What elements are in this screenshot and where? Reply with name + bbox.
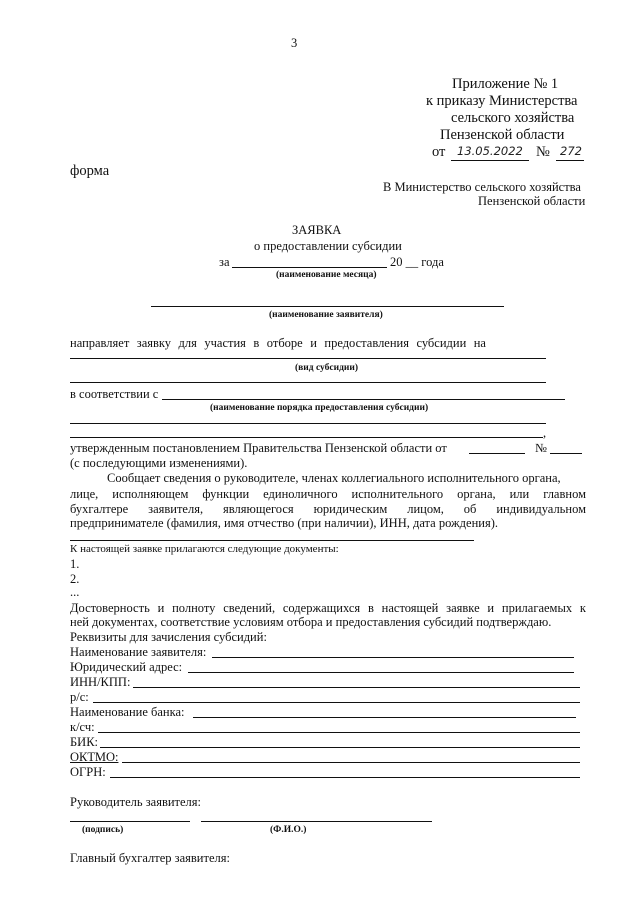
info-line-4: предпринимателе (фамилия, имя отчество (при наличии), ИНН, дата рождения). [70, 516, 498, 530]
period-month-line [232, 267, 387, 268]
procedure-line [162, 399, 565, 400]
applicant-line [151, 306, 504, 307]
field-corr-account-line [98, 732, 580, 733]
name-hint: (Ф.И.О.) [270, 825, 307, 835]
field-oktmo-line [122, 762, 580, 763]
subsidy-type-line-2 [70, 382, 546, 383]
field-bank-name-line [193, 717, 576, 718]
field-legal-address-label: Юридический адрес: [70, 660, 183, 674]
procedure-line-2 [70, 423, 546, 424]
head-signature-line [70, 821, 190, 822]
info-line-1: Сообщает сведения о руководителе, членах коллегиального исполнительного органа, [107, 471, 561, 485]
appendix-line-2: к приказу Министерства [426, 93, 578, 109]
page-number: 3 [291, 36, 298, 50]
title-main: ЗАЯВКА [292, 223, 342, 237]
field-account-line [93, 702, 580, 703]
field-ogrn-label: ОГРН: [70, 765, 106, 779]
accountant-label: Главный бухгалтер заявителя: [70, 851, 230, 865]
procedure-comma: , [543, 426, 547, 440]
appendix-line-3: сельского хозяйства [451, 110, 575, 126]
field-bik-line [100, 747, 580, 748]
subsidy-type-line [70, 358, 546, 359]
appendix-number-value: 272 [560, 144, 582, 158]
attachment-item-more: ... [70, 585, 80, 599]
info-line-3: бухгалтере заявителя, являющегося юридическим лицом, об индивидуальном [70, 502, 586, 516]
field-ogrn-line [110, 777, 580, 778]
title-sub: о предоставлении субсидии [254, 239, 402, 253]
attachment-item-1: 1. [70, 557, 80, 571]
info-line [70, 540, 474, 541]
approved-changes: (с последующими изменениями). [70, 456, 248, 470]
appendix-line-1: Приложение № 1 [452, 76, 559, 92]
approved-number-line [550, 453, 582, 454]
head-name-line [201, 821, 432, 822]
approved-date-line [469, 453, 525, 454]
appendix-date-value: 13.05.2022 [457, 144, 523, 158]
form-label: форма [70, 163, 110, 179]
attachment-item-2: 2. [70, 572, 80, 586]
confirmation-line-2: ней документах, соответствие условиям отбора и предоставления субсидий подтверждаю. [70, 615, 552, 629]
appendix-date-prefix: от [432, 144, 446, 160]
field-account-label: р/с: [70, 690, 89, 704]
period-hint: (наименование месяца) [276, 270, 377, 280]
appendix-number-line [556, 160, 584, 161]
field-inn-kpp-line [133, 687, 580, 688]
approved-text: утвержденным постановлением Правительства Пензенской области от [70, 441, 447, 455]
appendix-line-4: Пензенской области [440, 127, 565, 143]
field-applicant-name-label: Наименование заявителя: [70, 645, 207, 659]
appendix-date-line [451, 160, 529, 161]
attachments-heading: К настоящей заявке прилагаются следующие документы: [70, 543, 339, 555]
addressee-line-1: В Министерство сельского хозяйства [383, 180, 581, 194]
procedure-line-3 [70, 437, 543, 438]
sends-text: направляет заявку для участия в отборе и предоставления субсидии на [70, 336, 486, 350]
info-line-2: лице, исполняющем функции единоличного исполнительного органа, или главном [70, 487, 586, 501]
approved-number-sign: № [535, 441, 547, 455]
confirmation-line-1: Достоверность и полноту сведений, содержащихся в настоящей заявке и прилагаемых к [70, 601, 586, 615]
accordance-prefix: в соответствии с [70, 387, 159, 401]
procedure-hint: (наименование порядка предоставления субсидии) [210, 403, 429, 413]
applicant-hint: (наименование заявителя) [269, 310, 383, 320]
field-bik-label: БИК: [70, 735, 99, 749]
field-bank-name-label: Наименование банка: [70, 705, 185, 719]
head-label: Руководитель заявителя: [70, 795, 202, 809]
signature-hint: (подпись) [82, 825, 124, 835]
field-legal-address-line [188, 672, 574, 673]
appendix-number-prefix: № [536, 144, 550, 160]
field-inn-kpp-label: ИНН/КПП: [70, 675, 131, 689]
addressee-line-2: Пензенской области [478, 194, 586, 208]
period-year: 20 __ года [390, 255, 444, 269]
field-oktmo-label: ОКТМО: [70, 750, 119, 764]
field-applicant-name-line [212, 657, 574, 658]
requisites-heading: Реквизиты для зачисления субсидий: [70, 630, 267, 644]
subsidy-type-hint: (вид субсидии) [295, 363, 359, 373]
period-prefix: за [219, 255, 230, 269]
field-corr-account-label: к/сч: [70, 720, 95, 734]
